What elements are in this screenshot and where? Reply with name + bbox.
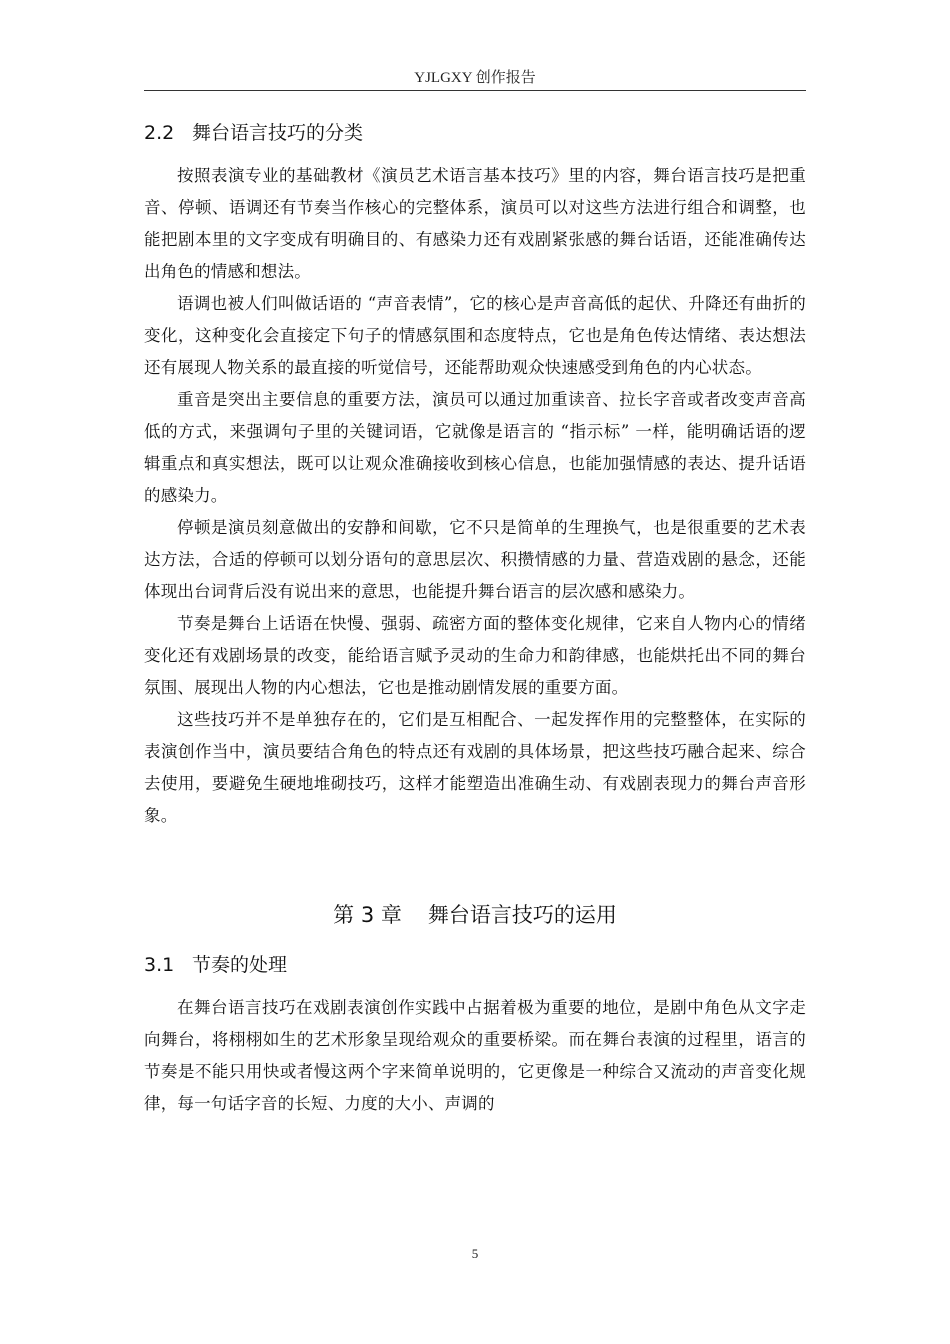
paragraph: 在舞台语言技巧在戏剧表演创作实践中占据着极为重要的地位，是剧中角色从文字走向舞台，将栩栩如生的艺术形象呈现给观众的重要桥梁。而在舞台表演的过程里，语言的节奏是不能只用快或者慢这两个字来简单说明的，它更像是一种综合又流动的声音变化规律，每一句话字音的长短、力度的大小、声调的 — [144, 998, 806, 1113]
page-number: 5 — [471, 1246, 479, 1261]
section-heading-2-2 — [144, 118, 806, 148]
paragraph: 按照表演专业的基础教材《演员艺术语言基本技巧》里的内容，舞台语言技巧是把重音、停顿、语调还有节奏当作核心的完整体系，演员可以对这些方法进行组合和调整，也能把剧本里的文字变成有明确目的、有感染力还有戏剧紧张感的舞台话语，还能准确传达出角色的情感和想法。 — [144, 166, 806, 281]
section-title: 节奏的处理 — [192, 954, 288, 976]
paragraph: 节奏是舞台上话语在快慢、强弱、疏密方面的整体变化规律，它来自人物内心的情绪变化还有戏剧场景的改变，能给语言赋予灵动的生命力和韵律感，也能烘托出不同的舞台氛围、展现出人物的内心想法，它也是推动剧情发展的重要方面。 — [144, 614, 806, 697]
chapter-label: 第 3 章 — [333, 903, 402, 927]
section-heading-3-1 — [144, 950, 806, 980]
section-title: 舞台语言技巧的分类 — [192, 122, 364, 144]
chapter-title: 舞台语言技巧的运用 — [427, 903, 617, 927]
paragraph: 语调也被人们叫做话语的 “声音表情”，它的核心是声音高低的起伏、升降还有曲折的变化，这种变化会直接定下句子的情感氛围和态度特点，它也是角色传达情绪、表达想法还有展现人物关系的最直接的听觉信号，还能帮助观众快速感受到角色的内心状态。 — [144, 294, 806, 377]
page-body — [144, 112, 806, 1120]
section-number: 3.1 — [144, 954, 175, 976]
chapter-heading — [144, 898, 806, 932]
section-number: 2.2 — [144, 122, 175, 144]
paragraph: 重音是突出主要信息的重要方法，演员可以通过加重读音、拉长字音或者改变声音高低的方式，来强调句子里的关键词语，它就像是语言的 “指示标” 一样，能明确话语的逻辑重点和真实想法，既可以让观众准确接收到核心信息，也能加强情感的表达、提升话语的感染力。 — [144, 390, 806, 505]
paragraph: 这些技巧并不是单独存在的，它们是互相配合、一起发挥作用的完整整体，在实际的表演创作当中，演员要结合角色的特点还有戏剧的具体场景，把这些技巧融合起来、综合去使用，要避免生硬地堆砌技巧，这样才能塑造出准确生动、有戏剧表现力的舞台声音形象。 — [144, 710, 806, 825]
header-divider — [144, 90, 806, 91]
running-header: YJLGXY 创作报告 — [414, 70, 536, 86]
paragraph: 停顿是演员刻意做出的安静和间歇，它不只是简单的生理换气，也是很重要的艺术表达方法，合适的停顿可以划分语句的意思层次、积攒情感的力量、营造戏剧的悬念，还能体现出台词背后没有说出来的意思，也能提升舞台语言的层次感和感染力。 — [144, 518, 806, 601]
